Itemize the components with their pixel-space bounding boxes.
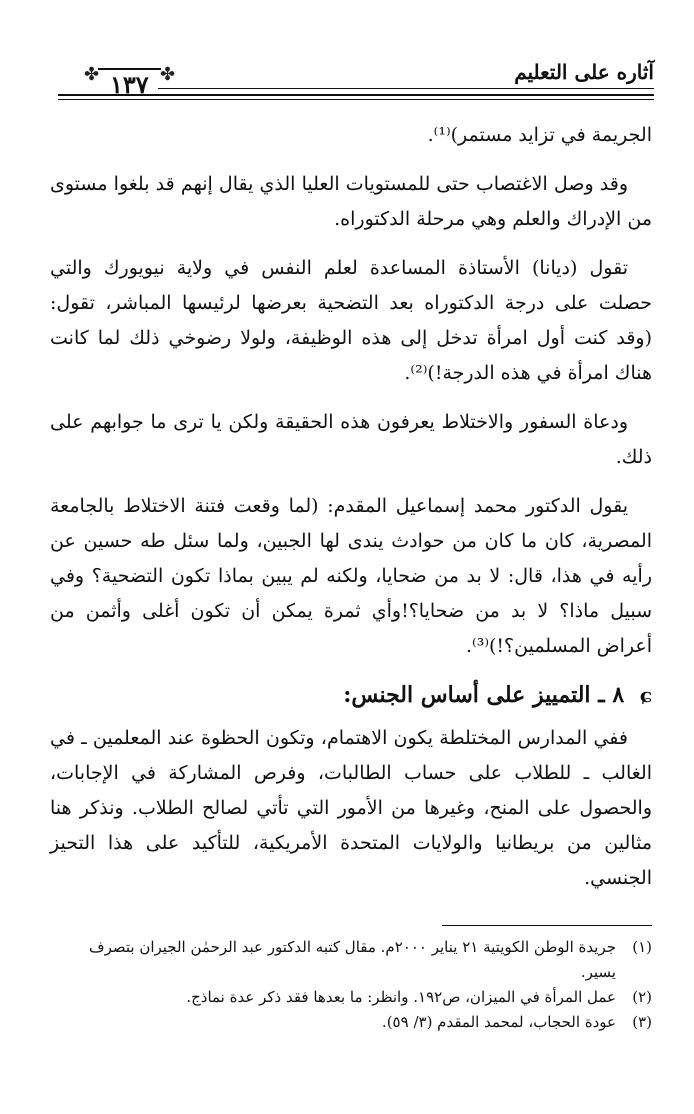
paragraph: الجريمة في تزايد مستمر)⁽¹⁾.: [427, 124, 652, 146]
footnote-text: عودة الحجاب، لمحمد المقدم (٣/ ٥٩).: [381, 1013, 616, 1031]
footnote-text: عمل المرأة في الميزان، ص١٩٢. وانظر: ما بعدها فقد ذكر عدة نماذج.: [186, 988, 616, 1006]
footnote-number: (١): [632, 938, 652, 956]
page-header: [58, 58, 654, 108]
paragraph: وقد وصل الاغتصاب حتى للمستويات العليا الذي يقال إنهم قد بلغوا مستوى من الإدراك والعلم وهي مرحلة الدكتوراه.: [50, 173, 652, 230]
footnote: [50, 985, 652, 1010]
paragraph: تقول (ديانا) الأستاذة المساعدة لعلم النفس في ولاية نيويورك والتي حصلت على درجة الدكتوراه بعد التضحية بعرضها لرئيسها المباشر، تقول: (وقد كنت أول امرأة تدخل إلى هذه الوظيفة، ولولا رضوخي ذلك لما كانت هناك امرأة في هذه الدرجة!)⁽²⁾.: [50, 257, 652, 384]
section-heading-text: ٨ ـ التمييز على أساس الجنس:: [343, 682, 625, 708]
header-rule: [158, 88, 654, 89]
footnote: [50, 1010, 652, 1035]
paragraph: يقول الدكتور محمد إسماعيل المقدم: (لما وقعت فتنة الاختلاط بالجامعة المصرية، كان ما كان من حوادث يندى لها الجبين، ولما سئل طه حسين عن رأيه في هذا، قال: لا بد من ضحايا، ولكنه لم يبين بماذا تكون التضحية؟ وفي سبيل ماذا؟ لا بد من ضحايا؟!وأي ثمرة يمكن أن تكون أغلى وأثمن من أعراض المسلمين؟!)⁽³⁾.: [50, 495, 652, 657]
header-rule: [58, 94, 654, 96]
main-text: [50, 118, 652, 910]
footnote-text: جريدة الوطن الكويتية ٢١ يناير ٢٠٠٠م. مقال كتبه الدكتور عبد الرحمٰن الجيران بتصرف يسير.: [89, 938, 616, 981]
ornament-icon: ✤: [160, 64, 176, 85]
bullet-icon: ɕ: [639, 683, 652, 707]
header-rule: [58, 99, 654, 100]
footnote-number: (٣): [632, 1013, 652, 1031]
ornament-icon: ✤: [84, 64, 100, 85]
running-title: آثاره على التعليم: [514, 60, 654, 84]
footnote-divider: [442, 925, 652, 926]
paragraph: ودعاة السفور والاختلاط يعرفون هذه الحقيقة ولكن يا ترى ما جوابهم على ذلك.: [50, 411, 652, 468]
footnotes: [50, 935, 652, 1035]
page-number: ١٣٧: [98, 68, 161, 99]
footnote-number: (٢): [632, 988, 652, 1006]
paragraph: ففي المدارس المختلطة يكون الاهتمام، وتكون الحظوة عند المعلمين ـ في الغالب ـ للطلاب على حساب الطالبات، وفرص المشاركة في الإجابات، والحصول على المنح، وغيرها من الأمور التي تأتي لصالح الطلاب. ونذكر هنا مثالين من بريطانيا والولايات المتحدة الأمريكية، للتأكيد على هذا التحيز الجنسي.: [50, 727, 652, 889]
footnote: [50, 935, 652, 985]
section-heading: [50, 678, 652, 713]
